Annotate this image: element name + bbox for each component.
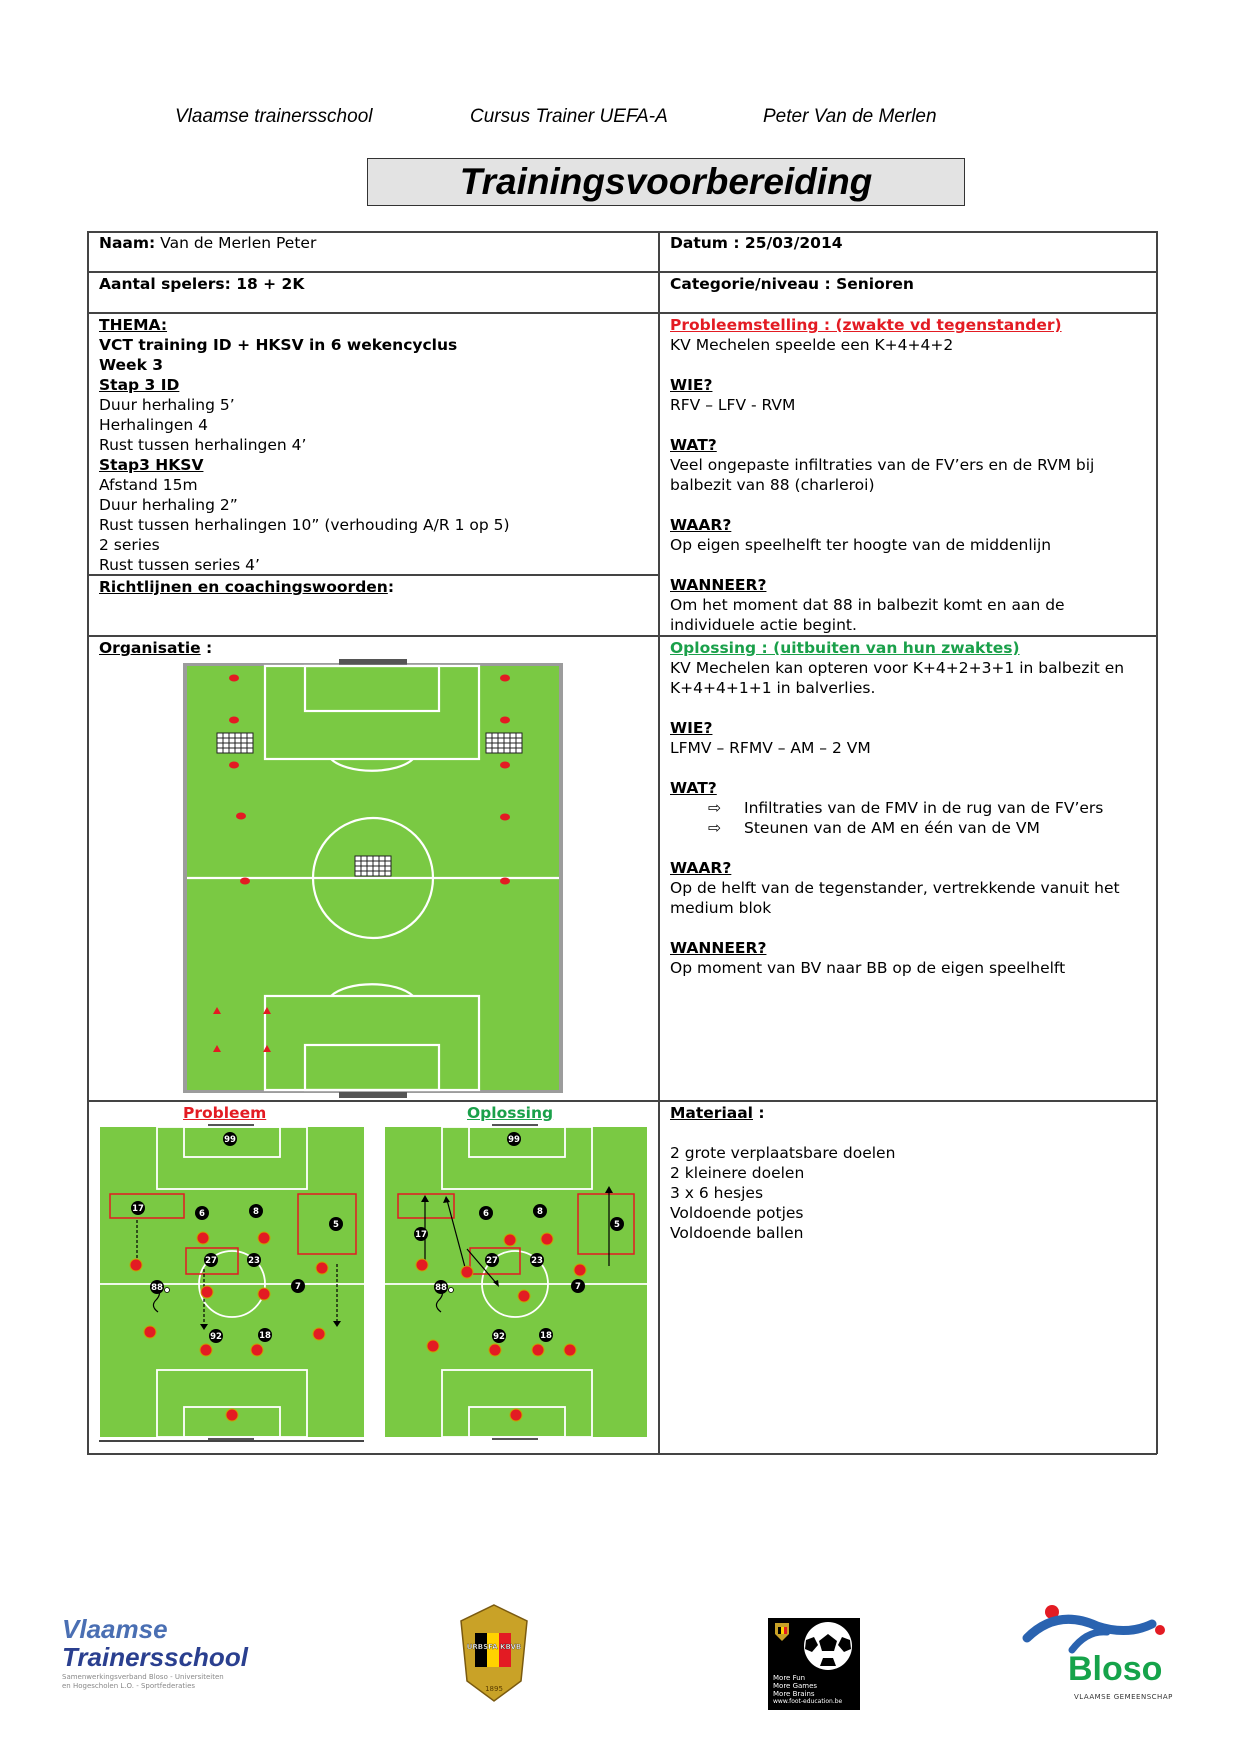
wie-text: LFMV – RFMV – AM – 2 VM bbox=[670, 739, 871, 757]
player-99: 99 bbox=[224, 1135, 236, 1145]
probleemstelling-heading: Probleemstelling : (zwakte vd tegenstander) bbox=[670, 316, 1062, 334]
player-23: 23 bbox=[531, 1256, 543, 1266]
page-title: Trainingsvoorbereiding bbox=[367, 158, 965, 206]
player-88: 88 bbox=[151, 1283, 163, 1293]
player-6: 6 bbox=[483, 1209, 489, 1219]
wat-text: Veel ongepaste infiltraties van de FV’ers en de RVM bij balbezit van 88 (charleroi) bbox=[670, 456, 1095, 494]
wanneer-label: WANNEER? bbox=[670, 576, 767, 594]
probleemstelling-block bbox=[670, 315, 1148, 635]
oplossing-heading: Oplossing : (uitbuiten van hun zwaktes) bbox=[670, 639, 1020, 657]
oplossing-pitch bbox=[385, 1124, 647, 1440]
thema-text: Herhalingen 4 bbox=[99, 416, 209, 434]
small-goal-left bbox=[217, 733, 253, 753]
materiaal-label: Materiaal bbox=[670, 1104, 753, 1122]
thema-text: Rust tussen herhalingen 10” (verhouding A/R 1 op 5) bbox=[99, 516, 510, 534]
organisatie-heading bbox=[99, 638, 212, 658]
materiaal-colon: : bbox=[753, 1104, 765, 1122]
thema-text: 2 series bbox=[99, 536, 160, 554]
small-goal-right bbox=[486, 733, 522, 753]
player-92: 92 bbox=[210, 1332, 222, 1342]
oplossing-block bbox=[670, 638, 1148, 978]
bloso-logo bbox=[1022, 1600, 1182, 1710]
naam-label: Naam: bbox=[99, 234, 156, 252]
aantal-spelers: Aantal spelers: 18 + 2K bbox=[99, 275, 305, 293]
arrow-right-icon: ⇨ bbox=[708, 799, 721, 817]
richtlijnen-heading bbox=[99, 577, 394, 597]
player-23: 23 bbox=[248, 1256, 260, 1266]
wat-item bbox=[670, 798, 1148, 818]
waar-text: Op de helft van de tegenstander, vertrekkende vanuit het medium blok bbox=[670, 879, 1120, 917]
wat-item-text: Steunen van de AM en één van de VM bbox=[744, 819, 1040, 837]
bloso-subtitle: VLAAMSE GEMEENSCHAP bbox=[1074, 1693, 1173, 1701]
thema-block bbox=[99, 315, 510, 575]
wat-item-text: Infiltraties van de FMV in de rug van de FV’ers bbox=[744, 799, 1104, 817]
fe-line: More Brains bbox=[773, 1690, 815, 1698]
oplossing-intro: KV Mechelen kan opteren voor K+4+2+3+1 in balbezit en K+4+4+1+1 in balverlies. bbox=[670, 659, 1125, 697]
player-27: 27 bbox=[486, 1256, 498, 1266]
player-8: 8 bbox=[253, 1207, 259, 1217]
wat-label: WAT? bbox=[670, 779, 717, 797]
naam-value: Van de Merlen Peter bbox=[155, 234, 317, 252]
thema-text: Duur herhaling 2” bbox=[99, 496, 238, 514]
materiaal-item: 2 grote verplaatsbare doelen bbox=[670, 1144, 896, 1162]
thema-label: THEMA: bbox=[99, 316, 168, 334]
player-18: 18 bbox=[259, 1331, 271, 1341]
organisatie-colon: : bbox=[200, 639, 213, 657]
oplossing-pitch-label: Oplossing bbox=[467, 1104, 554, 1122]
vts-subtitle: Samenwerkingsverband Bloso - Universiteiten en Hogescholen L.O. - Sportfederaties bbox=[62, 1673, 224, 1690]
materiaal-item: Voldoende ballen bbox=[670, 1224, 804, 1242]
wat-item bbox=[670, 818, 1148, 838]
belgian-shield-icon bbox=[774, 1622, 790, 1642]
player-5: 5 bbox=[333, 1220, 339, 1230]
small-goal-center bbox=[355, 856, 391, 876]
player-7: 7 bbox=[575, 1282, 581, 1292]
header-course: Cursus Trainer UEFA-A bbox=[470, 106, 668, 127]
thema-text: Rust tussen herhalingen 4’ bbox=[99, 436, 307, 454]
thema-text: Afstand 15m bbox=[99, 476, 198, 494]
organisatie-label: Organisatie bbox=[99, 639, 201, 657]
probleem-intro: KV Mechelen speelde een K+4+4+2 bbox=[670, 336, 954, 354]
player-6: 6 bbox=[199, 1209, 205, 1219]
player-99: 99 bbox=[508, 1135, 520, 1145]
wat-label: WAT? bbox=[670, 436, 717, 454]
foot-education-logo bbox=[768, 1618, 860, 1710]
fe-line: More Games bbox=[773, 1682, 818, 1690]
wanneer-label: WANNEER? bbox=[670, 939, 767, 957]
player-8: 8 bbox=[537, 1207, 543, 1217]
player-7: 7 bbox=[295, 1282, 301, 1292]
datum-field: Datum : 25/03/2014 bbox=[670, 234, 843, 252]
thema-text: Duur herhaling 5’ bbox=[99, 396, 235, 414]
player-17: 17 bbox=[132, 1204, 144, 1214]
stap3-id-heading: Stap 3 ID bbox=[99, 376, 180, 394]
wie-text: RFV – LFV - RVM bbox=[670, 396, 796, 414]
materiaal-item: 3 x 6 hesjes bbox=[670, 1184, 764, 1202]
naam-field bbox=[99, 233, 316, 253]
thema-week: Week 3 bbox=[99, 356, 164, 374]
player-27: 27 bbox=[205, 1256, 217, 1266]
player-5: 5 bbox=[614, 1220, 620, 1230]
kbvb-text: URBSFA KBVB bbox=[466, 1643, 522, 1651]
bloso-name: Bloso bbox=[1068, 1650, 1163, 1688]
kbvb-year: 1895 bbox=[485, 1685, 503, 1693]
wie-label: WIE? bbox=[670, 719, 713, 737]
vlaamse-trainersschool-logo bbox=[62, 1615, 282, 1715]
materiaal-item: 2 kleinere doelen bbox=[670, 1164, 805, 1182]
probleem-pitch bbox=[100, 1124, 364, 1440]
header-author: Peter Van de Merlen bbox=[763, 106, 937, 127]
player-92: 92 bbox=[493, 1332, 505, 1342]
kbvb-logo bbox=[459, 1603, 529, 1713]
header-school: Vlaamse trainersschool bbox=[175, 106, 373, 127]
wanneer-text: Op moment van BV naar BB op de eigen speelhelft bbox=[670, 959, 1066, 977]
richtlijnen-colon: : bbox=[387, 578, 395, 596]
thema-text: Rust tussen series 4’ bbox=[99, 556, 260, 574]
waar-label: WAAR? bbox=[670, 516, 732, 534]
materiaal-item: Voldoende potjes bbox=[670, 1204, 804, 1222]
wanneer-text: Om het moment dat 88 in balbezit komt en aan de individuele actie begint. bbox=[670, 596, 1065, 634]
organisatie-pitch bbox=[183, 656, 563, 1100]
categorie-niveau: Categorie/niveau : Senioren bbox=[670, 275, 914, 293]
fe-url: www.foot-education.be bbox=[773, 1698, 843, 1705]
vts-line1: Vlaamse bbox=[62, 1614, 168, 1644]
vts-line2: Trainersschool bbox=[62, 1642, 248, 1672]
materiaal-heading bbox=[670, 1103, 895, 1123]
fe-line: More Fun bbox=[773, 1674, 806, 1682]
football-icon bbox=[802, 1620, 854, 1672]
player-88: 88 bbox=[435, 1283, 447, 1293]
waar-label: WAAR? bbox=[670, 859, 732, 877]
player-18: 18 bbox=[540, 1331, 552, 1341]
thema-line1: VCT training ID + HKSV in 6 wekencyclus bbox=[99, 336, 458, 354]
probleem-pitch-label: Probleem bbox=[183, 1104, 267, 1122]
player-17: 17 bbox=[415, 1230, 427, 1240]
materiaal-block bbox=[670, 1103, 895, 1243]
wie-label: WIE? bbox=[670, 376, 713, 394]
waar-text: Op eigen speelhelft ter hoogte van de middenlijn bbox=[670, 536, 1052, 554]
richtlijnen-label: Richtlijnen en coachingswoorden bbox=[99, 578, 388, 596]
arrow-right-icon: ⇨ bbox=[708, 819, 721, 837]
stap3-hksv-heading: Stap3 HKSV bbox=[99, 456, 204, 474]
